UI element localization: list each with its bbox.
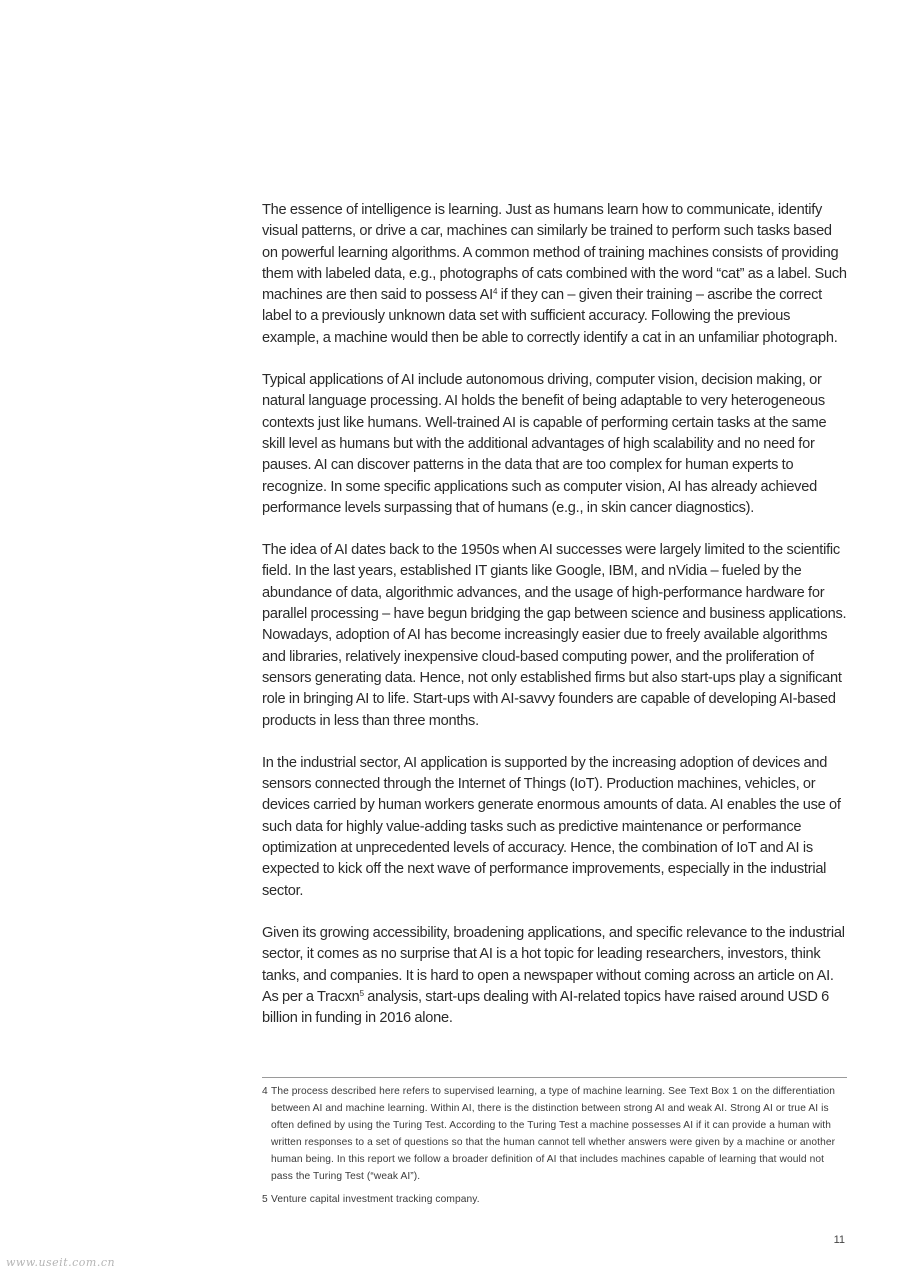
footnote-ref-5[interactable]: 5 xyxy=(359,988,364,998)
footnote-5 xyxy=(262,1191,847,1208)
page-number: 11 xyxy=(833,1234,845,1246)
paragraph-text: In the industrial sector, AI application is supported by the increasing adoption of devices and sensors connected through the Internet of Things (IoT). Production machines, vehicles, or devices carried by human workers generate enormous amounts of data. AI enables the use of such data for highly value-adding tasks such as predictive maintenance or performance optimization at unprecedented levels of accuracy. Hence, the combination of IoT and AI is expected to kick off the next wave of performance improvements, especially in the industrial sector. xyxy=(262,754,841,899)
paragraph-typical-applications xyxy=(262,370,847,519)
paragraph-history-of-ai xyxy=(262,540,847,732)
paragraph-text: analysis, start-ups dealing with AI-related topics have raised around USD 6 billion in funding in 2016 alone. xyxy=(262,988,829,1027)
paragraph-essence-of-intelligence xyxy=(262,200,847,349)
paragraph-text: Given its growing accessibility, broadening applications, and specific relevance to the industrial sector, it comes as no surprise that AI is a hot topic for leading researchers, investors, think tanks, and companies. It is hard to open a newspaper without coming across an article on AI. As per a Tracxn xyxy=(262,924,845,1005)
footnote-4 xyxy=(262,1083,847,1185)
footnote-text: The process described here refers to supervised learning, a type of machine learning. See Text Box 1 on the differentiation between AI and machine learning. Within AI, there is the distinction between strong AI and weak AI. Strong AI or true AI is often defined by using the Turing Test. According to the Turing Test a machine possesses AI if it can provide a human with written responses to a set of questions so that the human cannot tell whether answers were given by a machine or another human being. In this report we follow a broader definition of AI that includes machines capable of learning that would not pass the Turing Test (“weak AI”). xyxy=(271,1086,836,1182)
footnotes xyxy=(262,1077,847,1214)
footnote-number: 5 xyxy=(262,1194,268,1205)
footnote-text: Venture capital investment tracking company. xyxy=(271,1194,480,1205)
paragraph-text: The essence of intelligence is learning. Just as humans learn how to communicate, identify visual patterns, or drive a car, machines can similarly be trained to perform such tasks based on powerful learning algorithms. A common method of training machines consists of providing them with labeled data, e.g., photographs of cats combined with the word “cat” as a label. Such machines are then said to possess AI xyxy=(262,202,847,304)
paragraph-text: The idea of AI dates back to the 1950s when AI successes were largely limited to the scientific field. In the last years, established IT giants like Google, IBM, and nVidia – fueled by the abundance of data, algorithmic advances, and the usage of high-performance hardware for parallel processing – have begun bridging the gap between science and business applications. Nowadays, adoption of AI has become increasingly easier due to freely available algorithms and libraries, relatively inexpensive cloud-based computing power, and the proliferation of sensors generating data. Hence, not only established firms but also start-ups play a significant role in bringing AI to life. Start-ups with AI-savvy founders are capable of developing AI-based products in less than three months. xyxy=(262,542,847,729)
footnote-ref-4[interactable]: 4 xyxy=(492,287,498,297)
watermark: www.useit.com.cn xyxy=(6,1256,116,1269)
body-text xyxy=(262,200,847,1050)
paragraph-industrial-sector xyxy=(262,753,847,902)
paragraph-accessibility xyxy=(262,923,847,1029)
paragraph-text: Typical applications of AI include autonomous driving, computer vision, decision making, or natural language processing. AI holds the benefit of being adaptable to very heterogeneous contexts just like humans. Well-trained AI is capable of performing certain tasks at the same skill level as humans but with the additional advantages of high scalability and no need for pauses. AI can discover patterns in the data that are too complex for human experts to recognize. In some specific applications such as computer vision, AI has already achieved performance levels surpassing that of humans (e.g., in skin cancer diagnostics). xyxy=(262,372,827,516)
footnote-number: 4 xyxy=(262,1086,268,1097)
paragraph-text: if they can – given their training – ascribe the correct label to a previously unknown data set with sufficient accuracy. Following the previous example, a machine would then be able to correctly identify a cat in an unfamiliar photograph. xyxy=(262,287,838,346)
